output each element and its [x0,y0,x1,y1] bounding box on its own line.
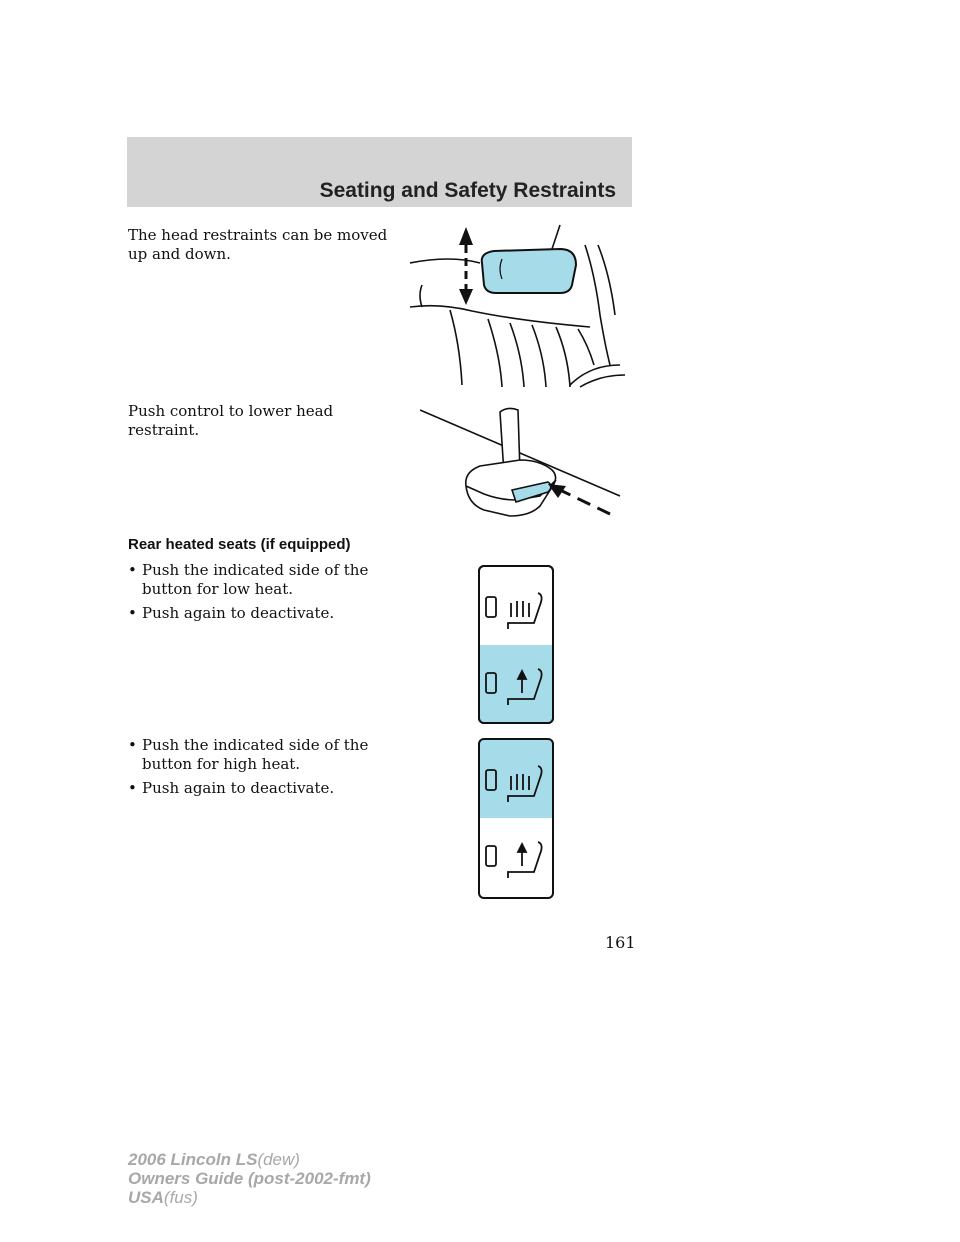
bullet-item [128,779,388,798]
footer-guide: Owners Guide (post-2002-fmt) [128,1169,371,1188]
text-line: Push the indicated side of the [142,736,369,754]
footer-model: 2006 Lincoln LS [128,1150,258,1169]
page-number: 161 [605,933,636,952]
text-line: Push again to deactivate. [142,604,335,622]
text-line: button for low heat. [142,580,294,598]
text-line: The head restraints can be moved [128,226,388,244]
section-title: Seating and Safety Restraints [319,179,616,202]
text-line: up and down. [128,245,231,263]
text-line: Push the indicated side of the [142,561,369,579]
seat-heat-low-icon [486,842,542,878]
bullet-item [128,561,388,599]
bullet-item [128,736,388,774]
bullet-mark: • [128,561,137,579]
section-header [127,137,632,207]
text-line: Push again to deactivate. [142,779,335,797]
bullet-mark: • [128,779,137,797]
text-line: button for high heat. [142,755,301,773]
low-heat-button-illustration [478,565,556,725]
push-control-illustration [420,400,630,530]
rear-heated-seats-heading: Rear heated seats (if equipped) [128,536,351,553]
head-restraint-paragraph [128,226,398,264]
head-restraint-adjust-illustration [410,215,630,390]
high-heat-button-illustration [478,738,556,900]
lower-control-paragraph: Push control to lower head restraint. [128,402,334,439]
bullet-item [128,604,388,623]
footer-model-code: (dew) [257,1150,300,1169]
bullet-mark: • [128,736,137,754]
footer-market: USA [128,1188,164,1207]
bullet-mark: • [128,604,137,622]
footer-market-code: (fus) [163,1188,198,1207]
document-footer [128,1150,371,1207]
